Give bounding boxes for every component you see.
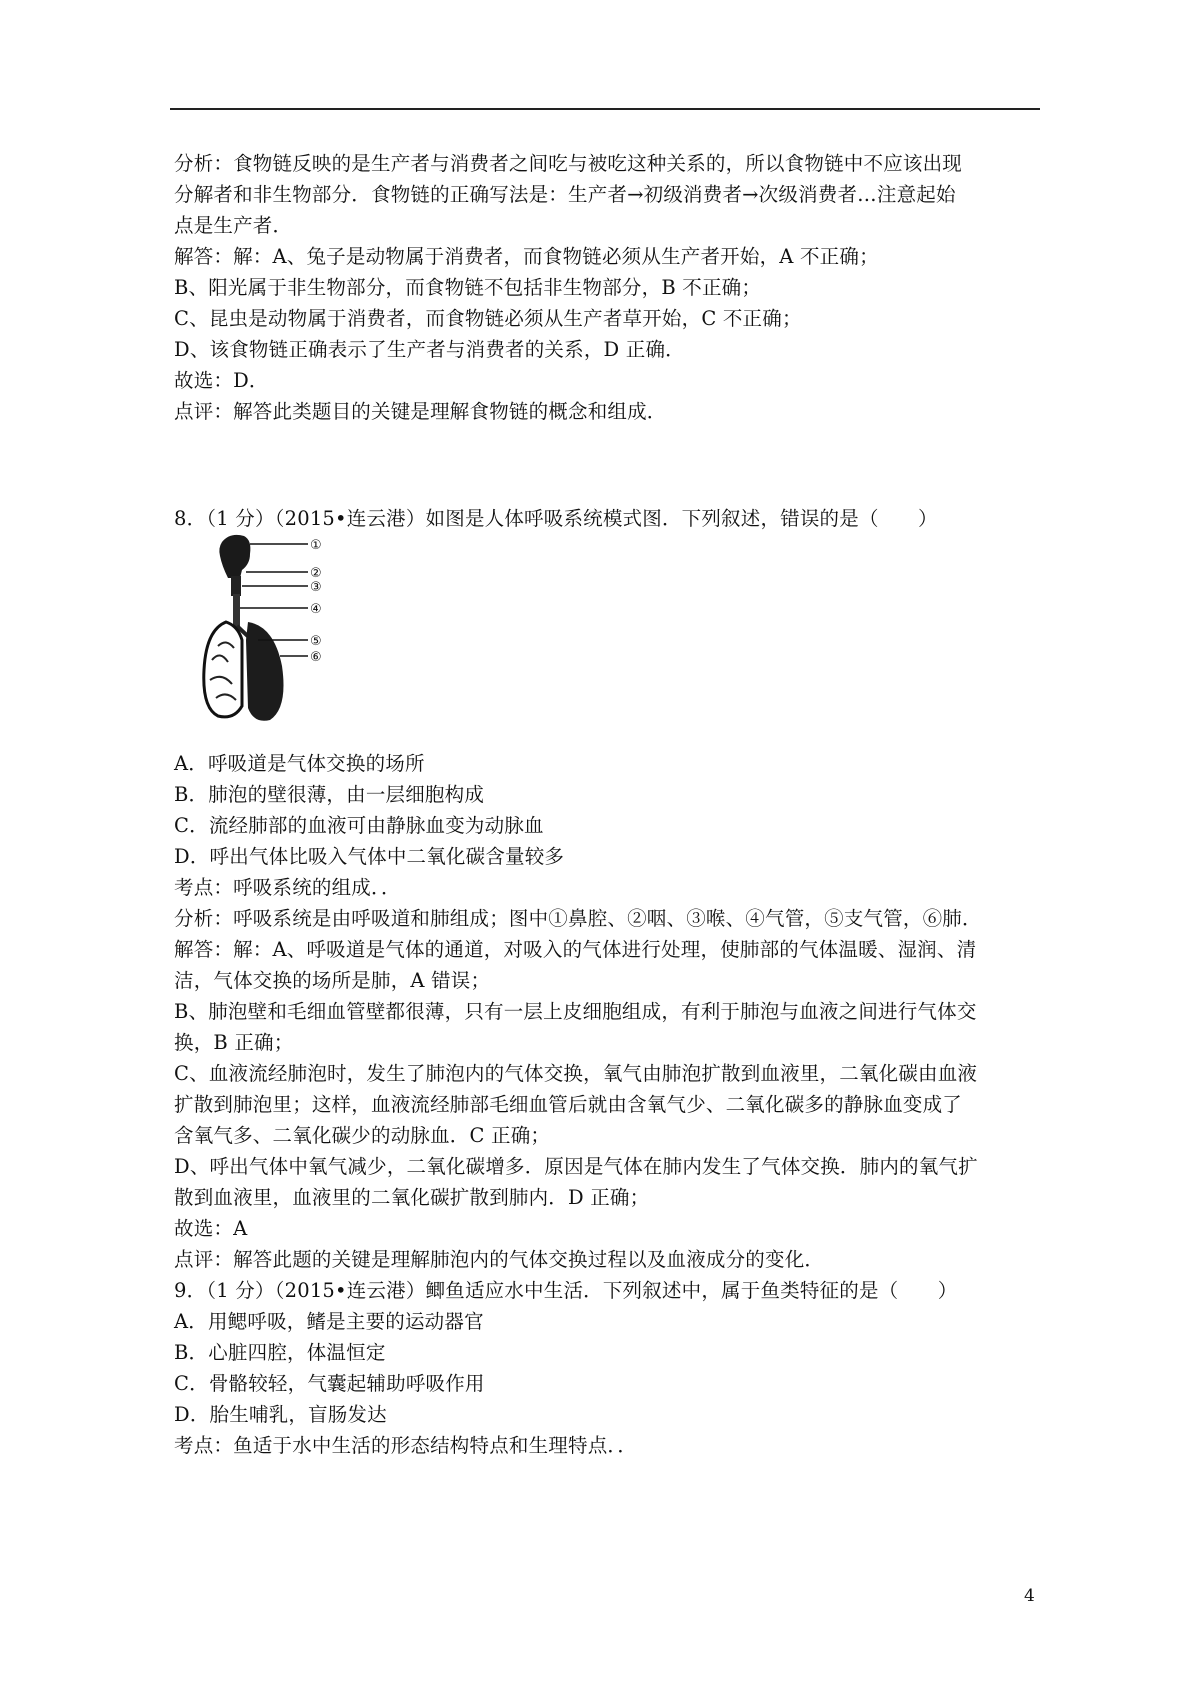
option-c: C．流经肺部的血液可由静脉血变为动脉血 bbox=[174, 814, 544, 837]
text-line: C、昆虫是动物属于消费者，而食物链必须从生产者草开始，C 不正确； bbox=[174, 307, 802, 330]
option-b: B．肺泡的壁很薄，由一层细胞构成 bbox=[174, 783, 485, 806]
label-4: ④ bbox=[310, 602, 322, 617]
text-line: 点评：解答此类题目的关键是理解食物链的概念和组成． bbox=[174, 400, 667, 423]
option-b: B．心脏四腔，体温恒定 bbox=[174, 1341, 386, 1364]
option-a: A．呼吸道是气体交换的场所 bbox=[174, 752, 425, 775]
header-rule bbox=[170, 108, 1040, 110]
text-line: 含氧气多、二氧化碳少的动脉血．C 正确； bbox=[174, 1124, 551, 1147]
text-line: C、血液流经肺泡时，发生了肺泡内的气体交换，氧气由肺泡扩散到血液里，二氧化碳由血液 bbox=[174, 1062, 978, 1085]
option-d: D．呼出气体比吸入气体中二氧化碳含量较多 bbox=[174, 845, 565, 868]
question-8: 8．（1 分）（2015•连云港）如图是人体呼吸系统模式图．下列叙述，错误的是（ ） bbox=[174, 507, 938, 530]
label-5: ⑤ bbox=[310, 634, 322, 649]
text-line: 解答：解：A、呼吸道是气体的通道，对吸入的气体进行处理，使肺部的气体温暖、湿润、清 bbox=[174, 938, 977, 961]
text-line: 扩散到肺泡里；这样，血液流经肺部毛细血管后就由含氧气少、二氧化碳多的静脉血变成了 bbox=[174, 1093, 963, 1116]
text-line: 点是生产者． bbox=[174, 214, 293, 237]
text-line: 考点：呼吸系统的组成．． bbox=[174, 876, 401, 899]
text-line: 点评：解答此题的关键是理解肺泡内的气体交换过程以及血液成分的变化． bbox=[174, 1248, 825, 1271]
label-1: ① bbox=[310, 538, 322, 553]
label-3: ③ bbox=[310, 580, 322, 595]
text-line: 换，B 正确； bbox=[174, 1031, 294, 1054]
label-2: ② bbox=[310, 566, 322, 581]
text-line: D、该食物链正确表示了生产者与消费者的关系，D 正确． bbox=[174, 338, 685, 361]
text-line: B、肺泡壁和毛细血管壁都很薄，只有一层上皮细胞组成，有利于肺泡与血液之间进行气体交 bbox=[174, 1000, 977, 1023]
option-d: D．胎生哺乳，盲肠发达 bbox=[174, 1403, 387, 1426]
text-line: 分析：食物链反映的是生产者与消费者之间吃与被吃这种关系的，所以食物链中不应该出现 bbox=[174, 152, 963, 175]
text-line: 散到血液里，血液里的二氧化碳扩散到肺内．D 正确； bbox=[174, 1186, 650, 1209]
text-line: 分解者和非生物部分．食物链的正确写法是：生产者→初级消费者→次级消费者…注意起始 bbox=[174, 183, 956, 206]
page-number: 4 bbox=[1024, 1586, 1035, 1606]
question-9: 9．（1 分）（2015•连云港）鲫鱼适应水中生活．下列叙述中，属于鱼类特征的是（ ） bbox=[174, 1279, 958, 1302]
text-line: 故选：D． bbox=[174, 369, 269, 392]
text-line: B、阳光属于非生物部分，而食物链不包括非生物部分，B 不正确； bbox=[174, 276, 762, 299]
text-line: 考点：鱼适于水中生活的形态结构特点和生理特点．． bbox=[174, 1434, 638, 1457]
text-line: 故选：A bbox=[174, 1217, 248, 1240]
text-line: 解答：解：A、兔子是动物属于消费者，而食物链必须从生产者开始，A 不正确； bbox=[174, 245, 879, 268]
text-line: 洁，气体交换的场所是肺，A 错误； bbox=[174, 969, 491, 992]
text-line: 分析：呼吸系统是由呼吸道和肺组成；图中①鼻腔、②咽、③喉、④气管，⑤支气管，⑥肺． bbox=[174, 907, 982, 930]
text-line: D、呼出气体中氧气减少，二氧化碳增多．原因是气体在肺内发生了气体交换．肺内的氧气扩 bbox=[174, 1155, 978, 1178]
option-a: A．用鳃呼吸，鳍是主要的运动器官 bbox=[174, 1310, 484, 1333]
content bbox=[174, 148, 1044, 1461]
respiratory-system-figure bbox=[200, 530, 360, 730]
label-6: ⑥ bbox=[310, 650, 322, 665]
option-c: C．骨骼较轻，气囊起辅助呼吸作用 bbox=[174, 1372, 485, 1395]
